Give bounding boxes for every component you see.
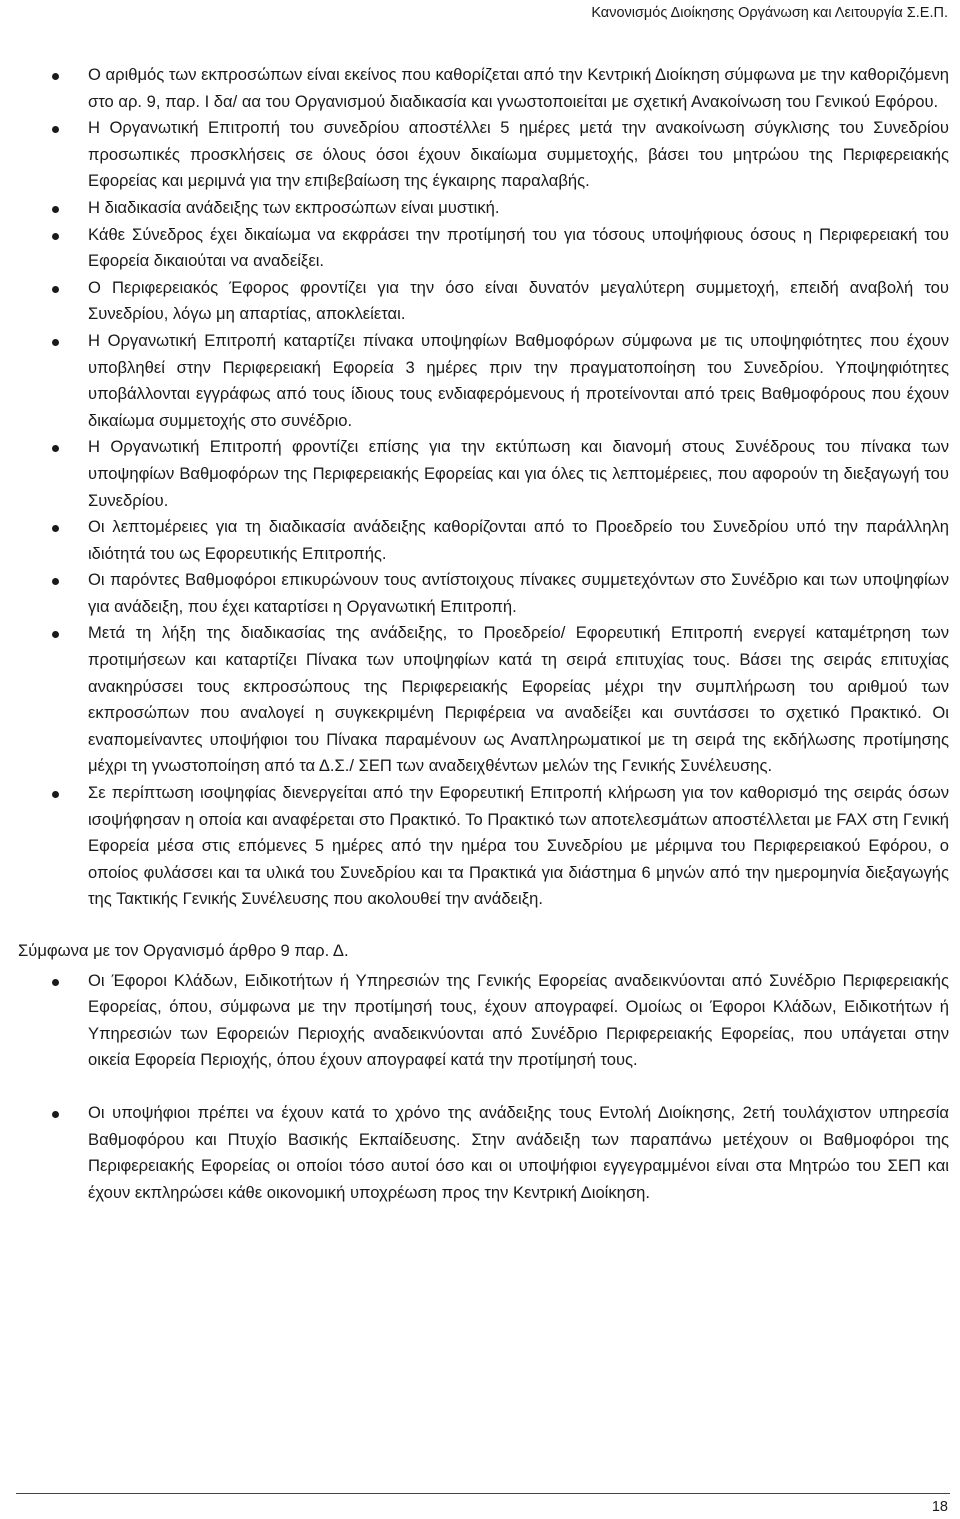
list-item-text: Οι Έφοροι Κλάδων, Ειδικοτήτων ή Υπηρεσιών της Γενικής Εφορείας αναδεικνύονται από Συνέδριο Περιφερειακής Εφορείας, όπου, σύμφωνα με την προτίμησή τους, έχουν απογραφεί. Ομοίως οι Έφοροι Κλάδων, Ειδικοτήτων ή Υπηρεσιών των Εφορειών Περιοχής αναδεικνύονται από Συνέδριο Περιφερειακής Εφορείας, που υπάγεται στην οικεία Εφορεία Περιοχής, όπου έχουν απογραφεί κατά την προτίμησή τους.	[88, 970, 949, 1070]
list-item	[0, 514, 960, 567]
footer-divider	[16, 1493, 950, 1494]
list-item	[0, 620, 960, 780]
bullet-icon	[52, 631, 59, 638]
list-item-text: Η Οργανωτική Επιτροπή καταρτίζει πίνακα υποψηφίων Βαθμοφόρων σύμφωνα με τις υποψηφιότητες που έχουν υποβληθεί στην Περιφερειακή Εφορεία 3 ημέρες πριν την πραγματοποίηση του Συνεδρίου. Υποψηφιότητες υποβάλλονται εγγράφως από τους ίδιους τους ενδιαφερόμενους ή προτείνονται από τρεις Βαθμοφόρους που έχουν δικαίωμα συμμετοχής στο συνέδριο.	[88, 330, 949, 430]
bullet-icon	[52, 1111, 59, 1118]
section-intro: Σύμφωνα με τον Οργανισμό άρθρο 9 παρ. Δ.	[18, 941, 349, 960]
list-item-text: Οι υποψήφιοι πρέπει να έχουν κατά το χρόνο της ανάδειξης τους Εντολή Διοίκησης, 2ετή τουλάχιστον υπηρεσία Βαθμοφόρου και Πτυχίο Βασικής Εκπαίδευσης. Στην ανάδειξη των παραπάνω μετέχουν οι Βαθμοφόροι της Περιφερειακής Εφορείας οι οποίοι τόσο αυτοί όσο και οι υποψήφιοι εγγεγραμμένοι είναι στα Μητρώο του ΣΕΠ και έχουν εκπληρώσει κάθε οικονομική υποχρέωση προς την Κεντρική Διοίκηση.	[88, 1102, 949, 1202]
list-item	[0, 567, 960, 620]
list-item-text: Ο Περιφερειακός Έφορος φροντίζει για την όσο είναι δυνατόν μεγαλύτερη συμμετοχή, επειδή αναβολή του Συνεδρίου, λόγω μη απαρτίας, αποκλείεται.	[88, 277, 949, 324]
bullet-icon	[52, 339, 59, 346]
bullet-icon	[52, 791, 59, 798]
list-item-text: Κάθε Σύνεδρος έχει δικαίωμα να εκφράσει την προτίμησή του για τόσους υποψήφιους όσους η Περιφερειακή του Εφορεία δικαιούται να αναδείξει.	[88, 224, 949, 271]
list-item	[0, 275, 960, 328]
list-item	[0, 328, 960, 434]
list-item	[0, 222, 960, 275]
bullet-icon	[52, 525, 59, 532]
bullet-icon	[52, 233, 59, 240]
list-item	[0, 62, 960, 115]
page-number: 18	[931, 1499, 948, 1515]
list-item	[0, 780, 960, 913]
list-item-text: Η Οργανωτική Επιτροπή του συνεδρίου αποστέλλει 5 ημέρες μετά την ανακοίνωση σύγκλισης του Συνεδρίου προσωπικές προσκλήσεις σε όλους όσοι έχουν δικαίωμα συμμετοχής, βάσει του μητρώου της Περιφερειακής Εφορείας και μεριμνά για την επιβεβαίωση της έγκαιρης παραλαβής.	[88, 118, 949, 191]
bullet-icon	[52, 979, 59, 986]
list-item-text: Μετά τη λήξη της διαδικασίας της ανάδειξης, το Προεδρείο/ Εφορευτική Επιτροπή ενεργεί καταμέτρηση των προτιμήσεων και καταρτίζει Πίνακα των υποψηφίων κατά τη σειρά επιτυχίας τους. Βάσει της σειράς επιτυχίας ανακηρύσσει τους εκπροσώπους της Περιφερειακής Εφορείας μέχρι την συμπλήρωση του αριθμού των εκπροσώπων που αναλογεί η συγκεκριμένη Περιφέρεια να αναδείξει και συντάσσει το σχετικό Πρακτικό. Οι εναπομείναντες υποψήφιοι του Πίνακα παραμένουν ως Αναπληρωματικοί με τη σειρά της εκδήλωσης προτίμησης μέχρι τη γνωστοποίηση από τα Δ.Σ./ ΣΕΠ των αναδειχθέντων μελών της Γενικής Συνέλευσης.	[88, 623, 949, 776]
bullet-icon	[52, 73, 59, 80]
bullet-list-branch-commissioners	[0, 968, 960, 1207]
list-item-text: Οι λεπτομέρειες για τη διαδικασία ανάδειξης καθορίζονται από το Προεδρείο του Συνεδρίου υπό την παράλληλη ιδιότητά του ως Εφορευτικής Επιτροπής.	[88, 517, 949, 563]
list-item	[0, 195, 960, 222]
list-item-text: Ο αριθμός των εκπροσώπων είναι εκείνος που καθορίζεται από την Κεντρική Διοίκηση σύμφωνα με την καθοριζόμενη στο αρ. 9, παρ. Ι δα/ αα του Οργανισμού διαδικασία και γνωστοποιείται με σχετική Ανακοίνωση του Γενικού Εφόρου.	[88, 65, 949, 111]
bullet-icon	[52, 445, 59, 452]
list-item	[0, 115, 960, 195]
bullet-icon	[52, 578, 59, 585]
list-item-text: Οι παρόντες Βαθμοφόροι επικυρώνουν τους αντίστοιχους πίνακες συμμετεχόντων στο Συνέδριο και των υποψηφίων για ανάδειξη, που έχει καταρτίσει η Οργανωτική Επιτροπή.	[88, 570, 949, 616]
list-item-text: Σε περίπτωση ισοψηφίας διενεργείται από την Εφορευτική Επιτροπή κλήρωση για τον καθορισμό της σειράς όσων ισοψήφησαν η οποία και αναφέρεται στο Πρακτικό. Το Πρακτικό των αποτελεσμάτων αποστέλλεται με FAX στη Γενική Εφορεία μέσα στις επόμενες 5 ημέρες από την ημέρα του Συνεδρίου με μέριμνα του Περιφερειακού Εφόρου, ο οποίος φυλάσσει και τα υλικά του Συνεδρίου και τα Πρακτικά για διάστημα 6 μηνών από την ημερομηνία διεξαγωγής της Τακτικής Γενικής Συνέλευσης που ακολουθεί την ανάδειξη.	[88, 783, 949, 909]
bullet-icon	[52, 206, 59, 213]
bullet-list-procedure	[0, 62, 960, 913]
list-item-text: Η διαδικασία ανάδειξης των εκπροσώπων είναι μυστική.	[88, 197, 500, 217]
running-header: Κανονισμός Διοίκησης Οργάνωση και Λειτουργία Σ.Ε.Π.	[591, 5, 948, 21]
document-body	[0, 62, 960, 1206]
bullet-icon	[52, 286, 59, 293]
bullet-icon	[52, 126, 59, 133]
list-item-text: Η Οργανωτική Επιτροπή φροντίζει επίσης για την εκτύπωση και διανομή στους Συνέδρους του πίνακα των υποψηφίων Βαθμοφόρων της Περιφερειακής Εφορείας και για όλες τις λεπτομέρειες, που αφορούν τη διεξαγωγή του Συνεδρίου.	[88, 437, 949, 510]
list-item	[0, 968, 960, 1074]
list-item	[0, 1100, 960, 1206]
list-item	[0, 434, 960, 514]
